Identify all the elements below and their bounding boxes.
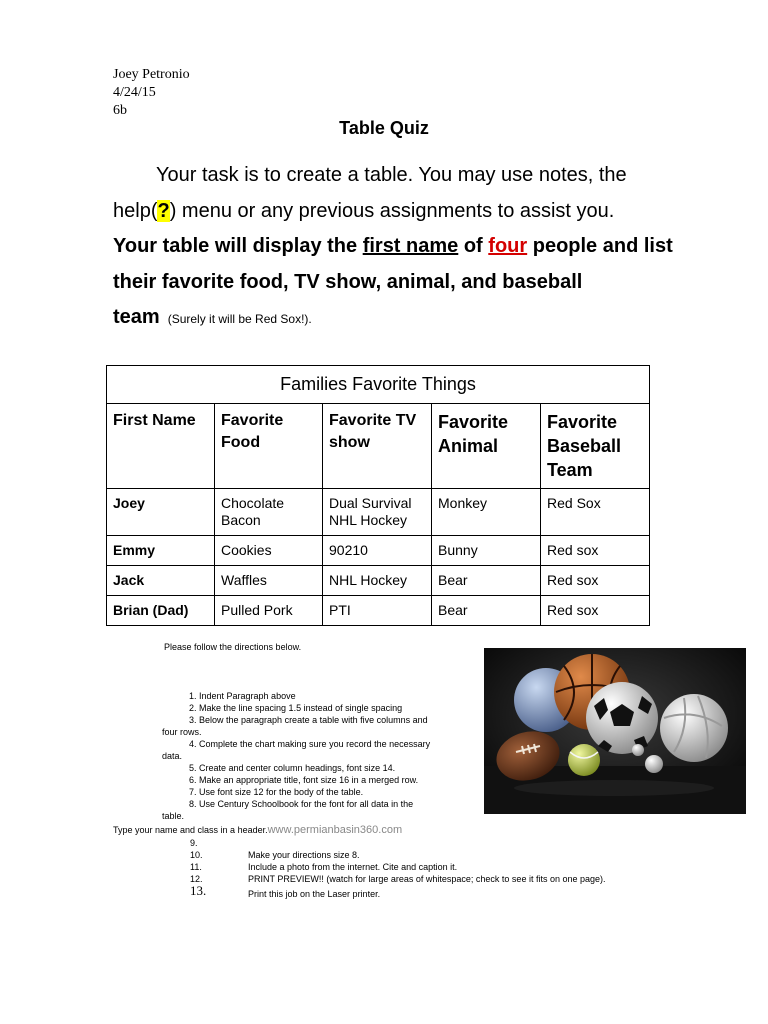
direction-item: 8. Use Century Schoolbook for the font for all data in the [189,799,414,809]
column-header: Favorite TV show [323,404,432,489]
column-header: Favorite Animal [432,404,541,489]
header-task-line [113,824,402,836]
direction-text: PRINT PREVIEW!! (watch for large areas of whitespace; check to see it fits on one page). [248,874,606,884]
table-cell: Waffles [215,566,323,596]
table-cell: NHL Hockey [323,566,432,596]
direction-item: 1. Indent Paragraph above [189,691,296,701]
table-cell: Red Sox [541,489,650,536]
direction-number: 12. [190,874,203,884]
table-cell: Pulled Pork [215,596,323,626]
sports-balls-photo [484,648,746,814]
author-class: 6b [113,103,127,118]
intro-bold-part-5: people and list their favorite food, TV show, animal, and baseball team [113,235,673,328]
intro-line-2-end: ) menu or any previous assignments to assist you. [169,199,615,222]
page-title: Table Quiz [339,118,429,138]
table-header-row [107,404,650,489]
photo-credit: www.permianbasin360.com [267,824,403,836]
intro-bold-part-1: Your table will display the [113,235,363,257]
table-cell: Monkey [432,489,541,536]
table-cell: Bear [432,596,541,626]
direction-item: 5. Create and center column headings, font size 14. [189,763,396,773]
direction-item: 6. Make an appropriate title, font size 16 in a merged row. [189,775,419,785]
direction-text: Make your directions size 8. [248,850,360,860]
direction-item: four rows. [162,727,202,737]
column-header: First Name [107,404,215,489]
table-cell: 90210 [323,536,432,566]
direction-number: 11. [190,862,202,872]
column-header: Favorite Baseball Team [541,404,650,489]
help-question-mark: ? [157,199,170,222]
table-cell: Red sox [541,596,650,626]
table-row [107,536,650,566]
table-cell: Emmy [107,536,215,566]
direction-item: 3. Below the paragraph create a table with five columns and [189,715,428,725]
direction-item: table. [162,811,185,821]
table-cell: Red sox [541,536,650,566]
column-header: Favorite Food [215,404,323,489]
author-name: Joey Petronio [113,67,190,82]
table-cell: Red sox [541,566,650,596]
table-cell: Cookies [215,536,323,566]
table-row [107,596,650,626]
first-name-emphasis: first name [362,235,459,257]
table-row [107,566,650,596]
table-cell: PTI [323,596,432,626]
table-row [107,489,650,536]
table-cell: Chocolate Bacon [215,489,323,536]
direction-item: 7. Use font size 12 for the body of the table. [189,787,364,797]
document-header [113,66,190,120]
intro-line-1: Your task is to create a table. You may use notes, the [156,164,627,186]
table-caption: Families Favorite Things [107,366,650,404]
direction-item: 4. Complete the chart making sure you record the necessary [189,739,431,749]
table-cell: Brian (Dad) [107,596,215,626]
direction-number: 13. [190,883,207,898]
direction-number: 9. [190,838,198,848]
intro-bold-sentence [113,229,673,338]
table-cell: Dual Survival NHL Hockey [323,489,432,536]
intro-paragraph [113,158,673,338]
intro-line-2 [113,194,673,230]
intro-line-2-start: help( [113,199,158,222]
table-cell: Jack [107,566,215,596]
intro-bold-part-3: of [458,235,489,257]
direction-number: 10. [190,850,203,860]
direction-text: Include a photo from the internet. Cite and caption it. [248,862,458,872]
author-date: 4/24/15 [113,85,156,100]
red-sox-note: (Surely it will be Red Sox!). [167,312,312,326]
follow-directions-note: Please follow the directions below. [164,642,302,652]
direction-item: 2. Make the line spacing 1.5 instead of single spacing [189,703,403,713]
directions-list [162,690,482,822]
favorites-table [106,365,650,626]
table-cell: Joey [107,489,215,536]
four-emphasis: four [488,235,528,257]
table-caption-row [107,366,650,404]
table-cell: Bear [432,566,541,596]
direction-text: Print this job on the Laser printer. [248,889,381,899]
table-cell: Bunny [432,536,541,566]
direction-item: data. [162,751,183,761]
header-task-text: Type your name and class in a header. [113,825,268,835]
